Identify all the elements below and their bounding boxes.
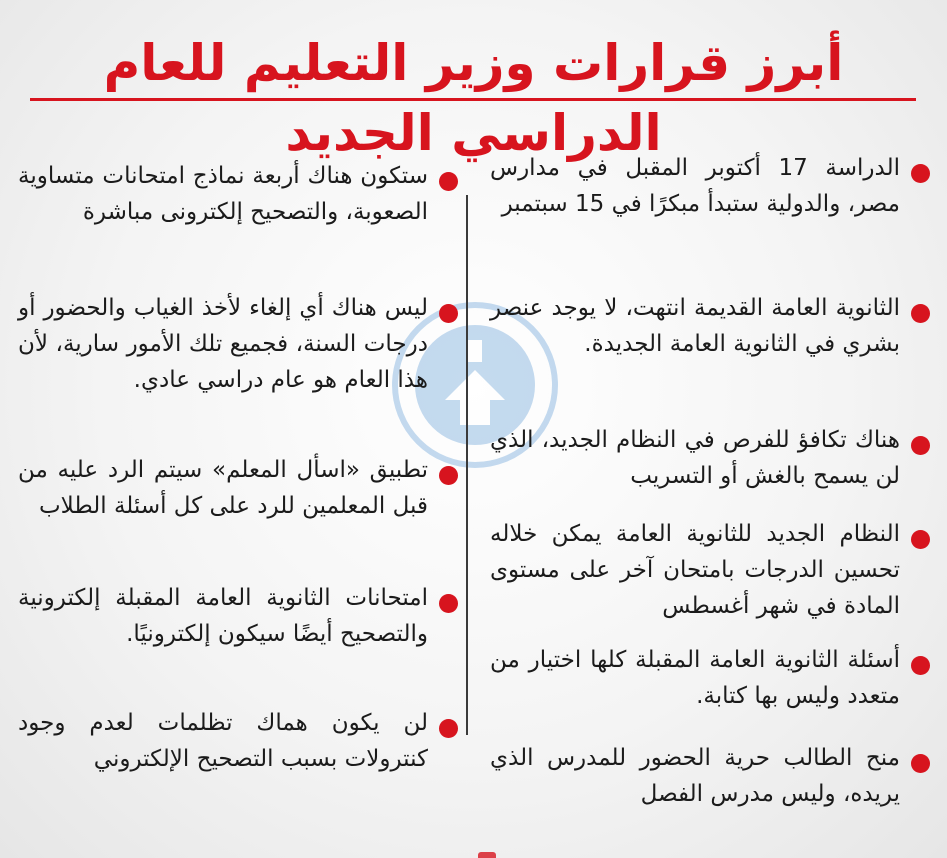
list-item <box>18 705 458 777</box>
list-item-text: ليس هناك أي إلغاء لأخذ الغياب والحضور أو درجات السنة، فجميع تلك الأمور سارية، لأن هذا العام هو عام دراسي عادي. <box>18 295 428 393</box>
list-item <box>18 452 458 524</box>
list-item-text: منح الطالب حرية الحضور للمدرس الذي يريده، وليس مدرس الفصل <box>490 745 900 807</box>
list-item <box>490 642 930 714</box>
red-dot-icon <box>911 530 930 549</box>
list-item-text: تطبيق «اسأل المعلم» سيتم الرد عليه من قبل المعلمين للرد على كل أسئلة الطلاب <box>18 457 428 519</box>
list-item <box>490 150 930 222</box>
page-title: أبرز قرارات وزير التعليم للعام الدراسي الجديد <box>103 34 844 162</box>
list-item <box>490 290 930 362</box>
red-dot-icon <box>911 754 930 773</box>
list-item-text: الدراسة 17 أكتوبر المقبل في مدارس مصر، والدولية ستبدأ مبكرًا في 15 سبتمبر <box>490 155 900 217</box>
column-divider <box>466 195 468 735</box>
list-item <box>490 422 930 494</box>
red-dot-icon <box>911 436 930 455</box>
list-item-text: النظام الجديد للثانوية العامة يمكن خلاله تحسين الدرجات بامتحان آخر على مستوى المادة في شهر أغسطس <box>490 521 900 619</box>
list-item-text: هناك تكافؤ للفرص في النظام الجديد، الذي لن يسمح بالغش أو التسريب <box>490 427 900 489</box>
red-dot-icon <box>439 466 458 485</box>
list-item <box>18 290 458 398</box>
list-item-text: أسئلة الثانوية العامة المقبلة كلها اختيار من متعدد وليس بها كتابة. <box>490 647 900 709</box>
list-item-text: امتحانات الثانوية العامة المقبلة إلكترونية والتصحيح أيضًا سيكون إلكترونيًا. <box>18 585 428 647</box>
red-dot-icon <box>439 719 458 738</box>
red-dot-icon <box>911 656 930 675</box>
list-item-text: الثانوية العامة القديمة انتهت، لا يوجد عنصر بشري في الثانوية العامة الجديدة. <box>490 295 900 357</box>
red-dot-icon <box>439 304 458 323</box>
red-dot-icon <box>439 594 458 613</box>
red-dot-icon <box>439 172 458 191</box>
list-item-text: لن يكون هماك تظلمات لعدم وجود كنترولات بسبب التصحيح الإلكتروني <box>18 710 428 772</box>
list-item <box>18 158 458 230</box>
red-dot-icon <box>911 164 930 183</box>
red-dot-icon <box>911 304 930 323</box>
bottom-mark <box>478 852 496 858</box>
list-item <box>490 740 930 812</box>
list-item <box>490 516 930 624</box>
list-item <box>18 580 458 652</box>
title-underline <box>30 98 916 101</box>
list-item-text: ستكون هناك أربعة نماذج امتحانات متساوية الصعوبة، والتصحيح إلكترونى مباشرة <box>18 163 428 225</box>
